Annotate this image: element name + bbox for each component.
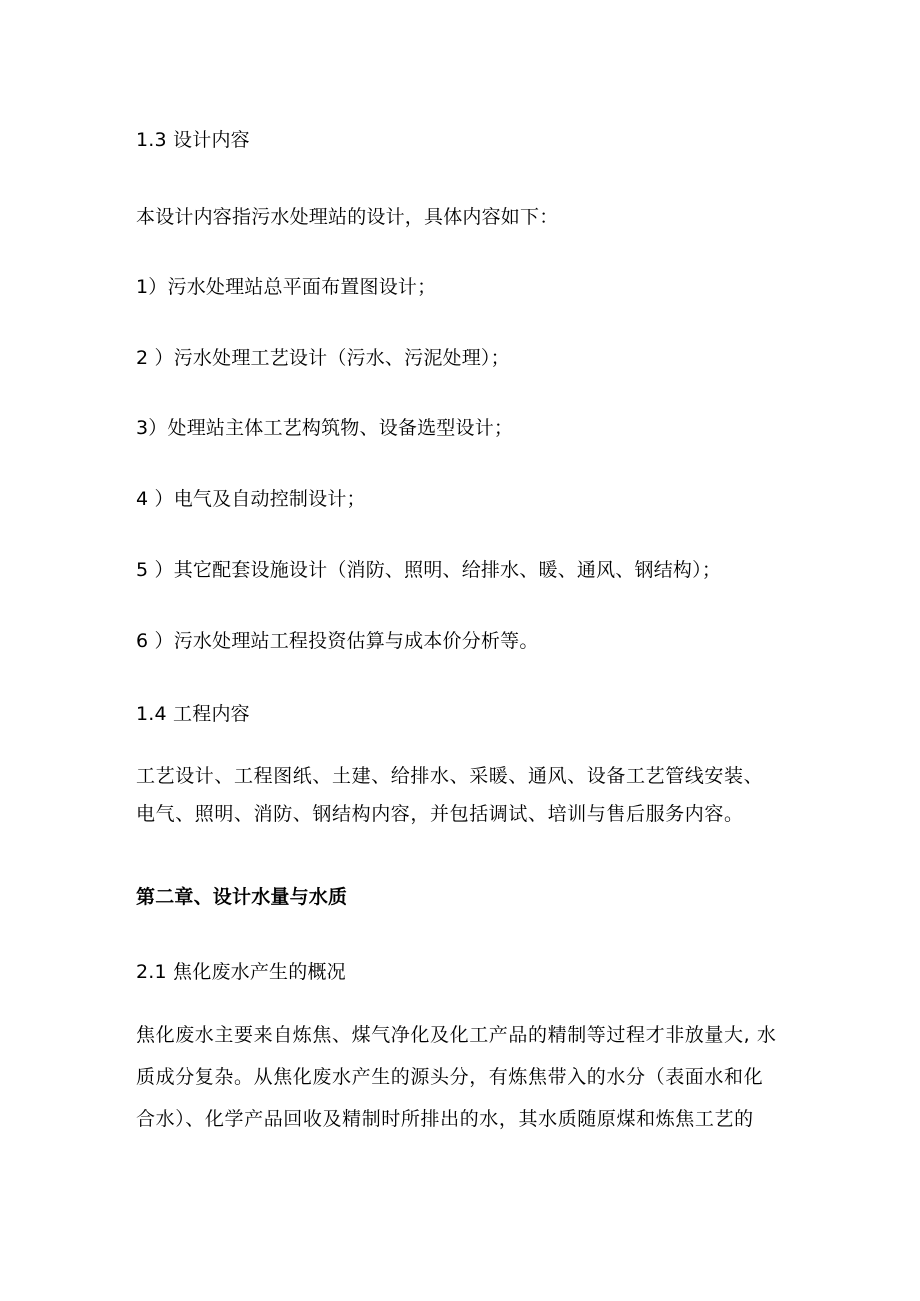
list-item-1: 1）污水处理站总平面布置图设计； — [136, 276, 437, 298]
section-1-3-heading: 1.3 设计内容 — [136, 129, 250, 151]
paragraph-line: 焦化废水主要来自炼焦、煤气净化及化工产品的精制等过程才非放量大, 水 — [136, 1024, 777, 1046]
section-1-4-paragraph — [136, 758, 786, 832]
list-item-5: 5 ）其它配套设施设计（消防、照明、给排水、暖、通风、钢结构）； — [136, 559, 722, 581]
list-item-6: 6 ）污水处理站工程投资估算与成本价分析等。 — [136, 630, 539, 652]
list-item-2: 2 ）污水处理工艺设计（污水、污泥处理）； — [136, 347, 510, 369]
list-item-4: 4 ）电气及自动控制设计； — [136, 488, 366, 510]
paragraph-line: 质成分复杂。从焦化废水产生的源头分，有炼焦带入的水分（表面水和化 — [136, 1066, 764, 1088]
section-2-1-paragraph — [136, 1017, 786, 1137]
paragraph-line: 工艺设计、工程图纸、土建、给排水、采暖、通风、设备工艺管线安装、 — [136, 765, 764, 787]
section-1-4-heading: 1.4 工程内容 — [136, 703, 250, 725]
section-1-3-intro: 本设计内容指污水处理站的设计，具体内容如下： — [136, 206, 559, 228]
paragraph-line: 合水）、化学产品回收及精制时所排出的水，其水质随原煤和炼焦工艺的 — [136, 1108, 754, 1130]
section-2-1-heading: 2.1 焦化废水产生的概况 — [136, 961, 346, 983]
paragraph-line: 电气、照明、消防、钢结构内容，并包括调试、培训与售后服务内容。 — [136, 803, 744, 825]
chapter-2-heading: 第二章、设计水量与水质 — [136, 886, 348, 908]
list-item-3: 3）处理站主体工艺构筑物、设备选型设计； — [136, 417, 514, 439]
